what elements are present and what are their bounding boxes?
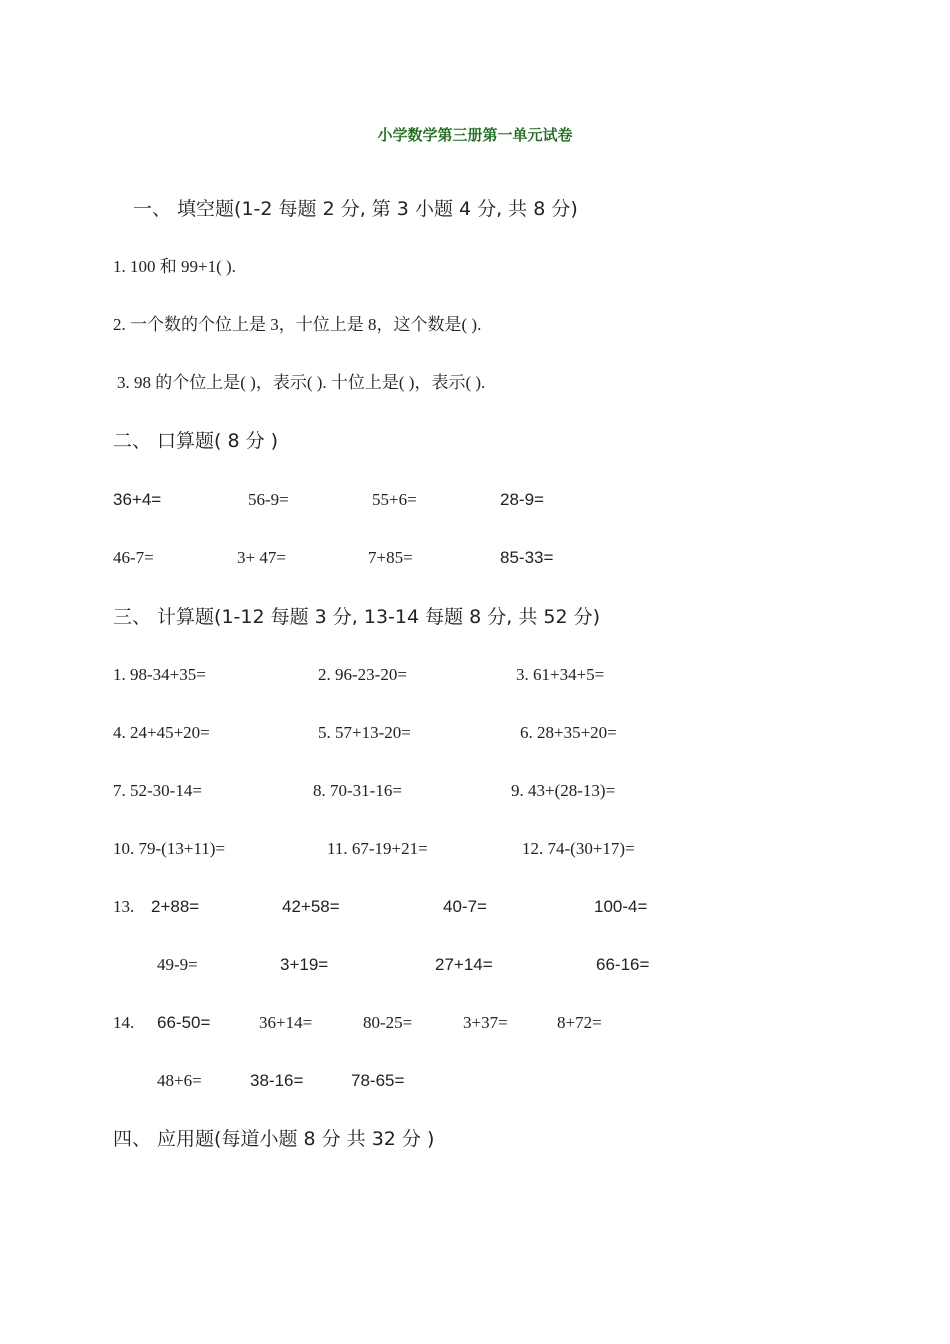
calc-item: 8+72= bbox=[557, 1013, 602, 1032]
mental-item: 36+4= bbox=[113, 490, 162, 509]
mental-item: 28-9= bbox=[500, 490, 544, 509]
calc-item: 9. 43+(28-13)= bbox=[511, 781, 616, 800]
page-title: 小学数学第三册第一单元试卷 bbox=[377, 126, 573, 144]
question-13-label: 13. bbox=[113, 897, 135, 916]
calc-item: 3+37= bbox=[463, 1013, 508, 1032]
calc-item: 10. 79-(13+11)= bbox=[113, 839, 226, 858]
calc-item: 27+14= bbox=[435, 955, 493, 974]
calc-item: 100-4= bbox=[594, 897, 648, 916]
question-14-label: 14. bbox=[113, 1013, 135, 1032]
calc-item: 5. 57+13-20= bbox=[318, 723, 411, 742]
calc-item: 49-9= bbox=[157, 955, 198, 974]
section-heading-mental-math: 二、 口算题( 8 分 ) bbox=[113, 430, 279, 452]
mental-item: 56-9= bbox=[248, 490, 289, 509]
mental-item: 7+85= bbox=[368, 548, 413, 567]
question-1: 1. 100 和 99+1( ). bbox=[113, 257, 236, 276]
calc-item: 2. 96-23-20= bbox=[318, 665, 407, 684]
calc-item: 38-16= bbox=[250, 1071, 304, 1090]
calc-item: 48+6= bbox=[157, 1071, 202, 1090]
calc-item: 6. 28+35+20= bbox=[520, 723, 617, 742]
calc-item: 3+19= bbox=[280, 955, 329, 974]
calc-item: 4. 24+45+20= bbox=[113, 723, 210, 742]
mental-item: 85-33= bbox=[500, 548, 554, 567]
section-heading-fill-blank: 一、 填空题(1-2 每题 2 分, 第 3 小题 4 分, 共 8 分) bbox=[133, 198, 578, 220]
question-3: 3. 98 的个位上是( )，表示( ). 十位上是( )，表示( ). bbox=[117, 373, 486, 392]
mental-item: 55+6= bbox=[372, 490, 417, 509]
calc-item: 66-50= bbox=[157, 1013, 211, 1032]
calc-item: 80-25= bbox=[363, 1013, 413, 1032]
calc-item: 7. 52-30-14= bbox=[113, 781, 202, 800]
calc-item: 12. 74-(30+17)= bbox=[522, 839, 635, 858]
calc-item: 3. 61+34+5= bbox=[516, 665, 605, 684]
calc-item: 11. 67-19+21= bbox=[327, 839, 428, 858]
mental-item: 3+ 47= bbox=[237, 548, 286, 567]
calc-item: 2+88= bbox=[151, 897, 200, 916]
calc-item: 78-65= bbox=[351, 1071, 405, 1090]
calc-item: 36+14= bbox=[259, 1013, 313, 1032]
calc-item: 66-16= bbox=[596, 955, 650, 974]
calc-item: 40-7= bbox=[443, 897, 487, 916]
mental-item: 46-7= bbox=[113, 548, 154, 567]
calc-item: 8. 70-31-16= bbox=[313, 781, 402, 800]
calc-item: 42+58= bbox=[282, 897, 340, 916]
calc-item: 1. 98-34+35= bbox=[113, 665, 206, 684]
section-heading-calculation: 三、 计算题(1-12 每题 3 分, 13-14 每题 8 分, 共 52 分) bbox=[113, 606, 601, 628]
section-heading-word-problems: 四、 应用题(每道小题 8 分 共 32 分 ) bbox=[113, 1128, 435, 1150]
question-2: 2. 一个数的个位上是 3，十位上是 8，这个数是( ). bbox=[113, 315, 482, 334]
